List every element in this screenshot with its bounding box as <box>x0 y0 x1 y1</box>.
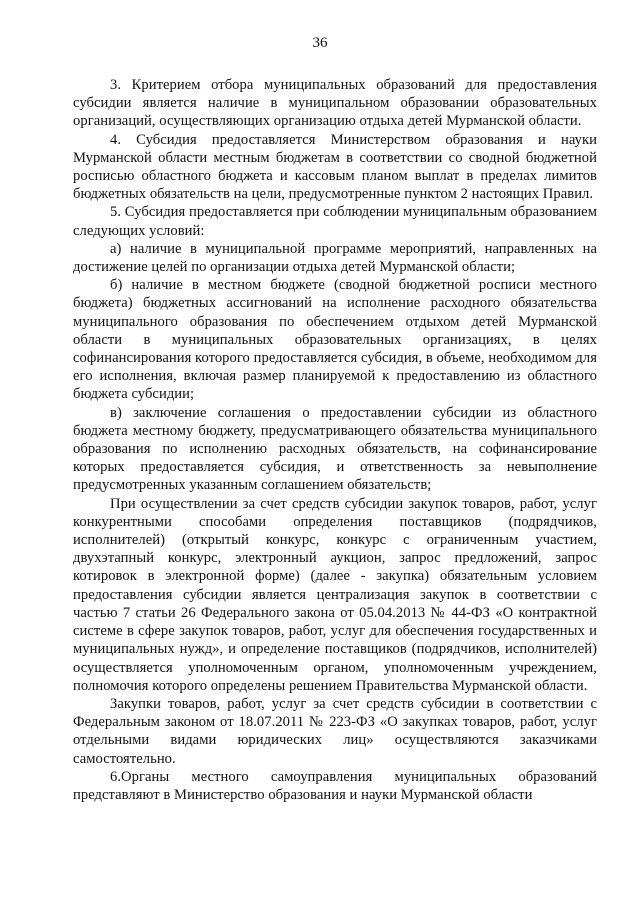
paragraph-6-reporting: 6.Органы местного самоуправления муниципальных образований представляют в Министерство образования и науки Мурманской области <box>73 768 597 803</box>
page-number: 36 <box>312 35 328 51</box>
document-body <box>73 76 597 804</box>
procurement-223fz-paragraph: Закупки товаров, работ, услуг за счет средств субсидии в соответствии с Федеральным законом от 18.07.2011 № 223-ФЗ «О закупках товаров, работ, услуг отдельными видами юридических лиц» осуществляются заказчиками самостоятельно. <box>73 695 597 767</box>
paragraph-5-conditions: 5. Субсидия предоставляется при соблюдении муниципальным образованием следующих условий: <box>73 204 597 239</box>
condition-b: б) наличие в местном бюджете (сводной бюджетной росписи местного бюджета) бюджетных ассигнований на исполнение расходного обязательства муниципального образования по обеспечением отдыхом детей Мурманской области в муниципальных образовательных организациях, в целях софинансирования которого предоставляется субсидия, в объеме, необходимом для его исполнения, включая размер планируемой к предоставлению из областного бюджета субсидии; <box>73 277 597 403</box>
procurement-paragraph: При осуществлении за счет средств субсидии закупок товаров, работ, услуг конкурентными способами определения поставщиков (подрядчиков, исполнителей) (открытый конкурс, конкурс с ограниченным участием, двухэтапный конкурс, электронный аукцион, запрос предложений, запрос котировок в электронной форме) (далее - закупка) обязательным условием предоставления субсидии является централизация закупок в соответствии с частью 7 статьи 26 Федерального закона от 05.04.2013 № 44-ФЗ «О контрактной системе в сфере закупок товаров, работ, услуг для обеспечения государственных и муниципальных нужд», и определение поставщиков (подрядчиков, исполнителей) осуществляется уполномоченным органом, уполномоченным учреждением, полномочия которого определены решением Правительства Мурманской области. <box>73 495 597 694</box>
condition-a: а) наличие в муниципальной программе мероприятий, направленных на достижение целей по организации отдыха детей Мурманской области; <box>73 240 597 276</box>
paragraph-4-subsidy-provision: 4. Субсидия предоставляется Министерством образования и науки Мурманской области местным бюджетам в соответствии со сводной бюджетной росписью областного бюджета и кассовым планом выплат в пределах лимитов бюджетных обязательств на цели, предусмотренные пунктом 2 настоящих Правил. <box>73 131 597 203</box>
paragraph-3-selection-criterion: 3. Критерием отбора муниципальных образований для предоставления субсидии является наличие в муниципальном образовании образовательных организаций, осуществляющих организацию отдыха детей Мурманской области. <box>73 77 597 130</box>
condition-c: в) заключение соглашения о предоставлении субсидии из областного бюджета местному бюджету, предусматривающего обязательства муниципального образования по исполнению расходных обязательств, на софинансирование которых предоставляется субсидия, и ответственность за невыполнение предусмотренных указанным соглашением обязательств; <box>73 404 597 494</box>
